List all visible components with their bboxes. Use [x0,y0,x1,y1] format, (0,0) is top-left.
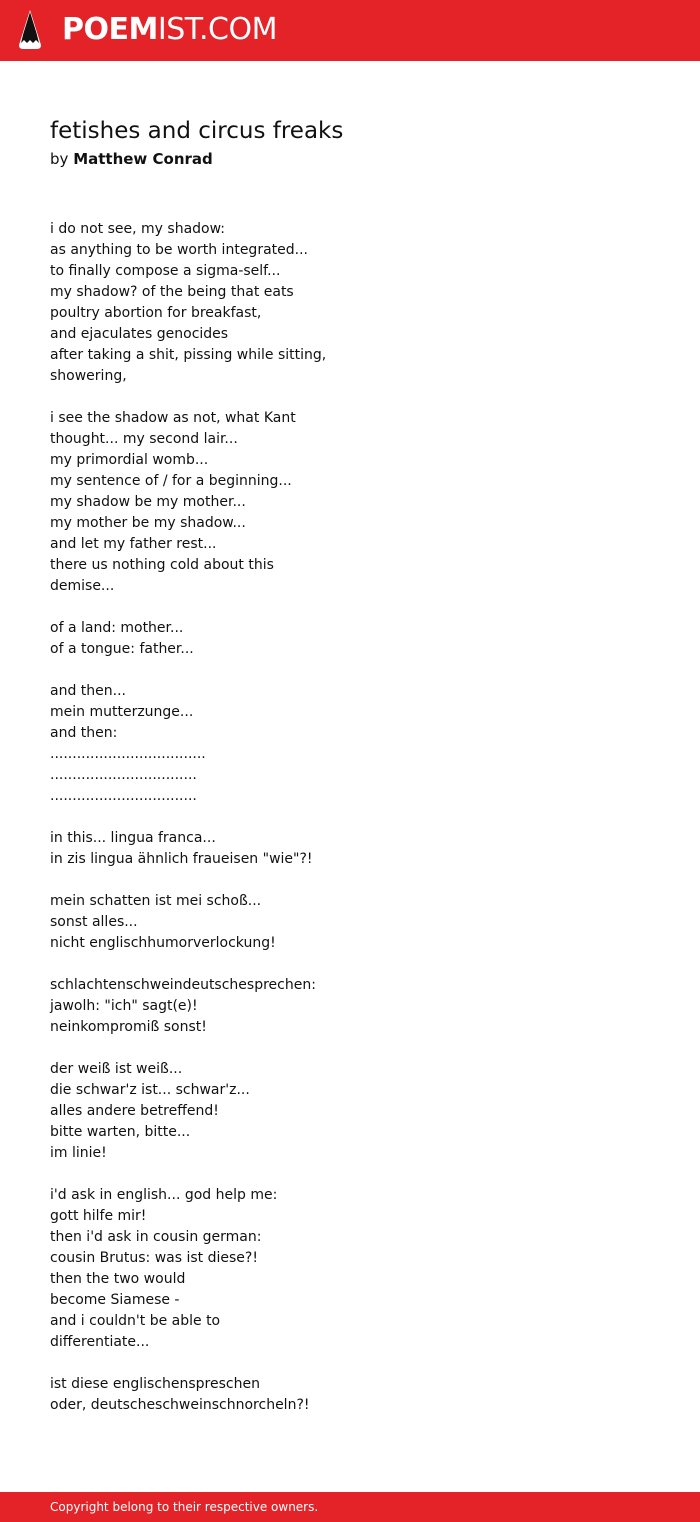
poem-line: ist diese englischenspreschen [50,1376,260,1392]
stanza-break [50,597,670,618]
stanza-break [50,1353,670,1374]
poem-line: jawolh: "ich" sagt(e)! [50,998,198,1014]
stanza-break [50,1038,670,1059]
poem-line: der weiß ist weiß... [50,1061,183,1077]
copyright-notice: Copyright belong to their respective owners. [50,1500,319,1514]
poem-line: my shadow? of the being that eats [50,284,294,300]
stanza-break [50,1164,670,1185]
poem-line: oder, deutscheschweinschnorcheln?! [50,1397,310,1413]
logo-bold-text: POEM [62,12,158,47]
poem-line: of a tongue: father... [50,641,194,657]
poem-line: mein schatten ist mei schoß... [50,893,262,909]
poem-line: ................................... [50,746,206,762]
poem-line: my sentence of / for a beginning... [50,473,292,489]
poem-line: in zis lingua ähnlich fraueisen "wie"?! [50,851,313,867]
poem-line: schlachtenschweindeutschesprechen: [50,977,316,993]
poem-line: ................................. [50,788,197,804]
poem-line: as anything to be worth integrated... [50,242,308,258]
poem-line: my mother be my shadow... [50,515,246,531]
poem-line: my primordial womb... [50,452,209,468]
poem-line: after taking a shit, pissing while sitting, [50,347,327,363]
poem-line: and then: [50,725,118,741]
poem-line: and ejaculates genocides [50,326,229,342]
poem-line: of a land: mother... [50,620,184,636]
poem-title: fetishes and circus freaks [50,118,344,144]
stanza-break [50,807,670,828]
stanza-break [50,387,670,408]
poem-line: neinkompromiß sonst! [50,1019,207,1035]
stanza-break [50,870,670,891]
poem-line: in this... lingua franca... [50,830,216,846]
poem-line: nicht englischhumorverlockung! [50,935,276,951]
poem-line: die schwar'z ist... schwar'z... [50,1082,250,1098]
poem-line: i do not see, my shadow: [50,221,226,237]
poem-line: poultry abortion for breakfast, [50,305,262,321]
poem-line: and i couldn't be able to [50,1313,221,1329]
logo-light-text: IST.COM [157,12,277,47]
poem-line: cousin Brutus: was ist diese?! [50,1250,258,1266]
poem-line: i'd ask in english... god help me: [50,1187,278,1203]
author-name[interactable]: Matthew Conrad [73,150,213,168]
site-footer [0,1492,700,1522]
poem-line: become Siamese - [50,1292,180,1308]
poem-line: and then... [50,683,126,699]
poem-line: alles andere betreffend! [50,1103,219,1119]
by-label: by [50,150,69,168]
site-logo[interactable] [62,11,277,49]
stanza-break [50,660,670,681]
poem-line: demise... [50,578,115,594]
poem-body [50,219,670,1416]
poem-line: sonst alles... [50,914,138,930]
poem-line: then the two would [50,1271,186,1287]
poem-line: bitte warten, bitte... [50,1124,191,1140]
poem-line: thought... my second lair... [50,431,238,447]
poem-line: differentiate... [50,1334,150,1350]
poem-line: there us nothing cold about this [50,557,274,573]
poem-line: my shadow be my mother... [50,494,246,510]
poem-line: ................................. [50,767,197,783]
poem-line: then i'd ask in cousin german: [50,1229,262,1245]
byline [50,148,213,170]
poem-line: showering, [50,368,127,384]
site-header [0,0,700,61]
poem-line: gott hilfe mir! [50,1208,147,1224]
pencil-tip-icon[interactable] [17,9,43,51]
poem-line: i see the shadow as not, what Kant [50,410,296,426]
poem-line: im linie! [50,1145,107,1161]
poem-line: to finally compose a sigma-self... [50,263,281,279]
stanza-break [50,954,670,975]
poem-line: and let my father rest... [50,536,217,552]
poem-line: mein mutterzunge... [50,704,194,720]
